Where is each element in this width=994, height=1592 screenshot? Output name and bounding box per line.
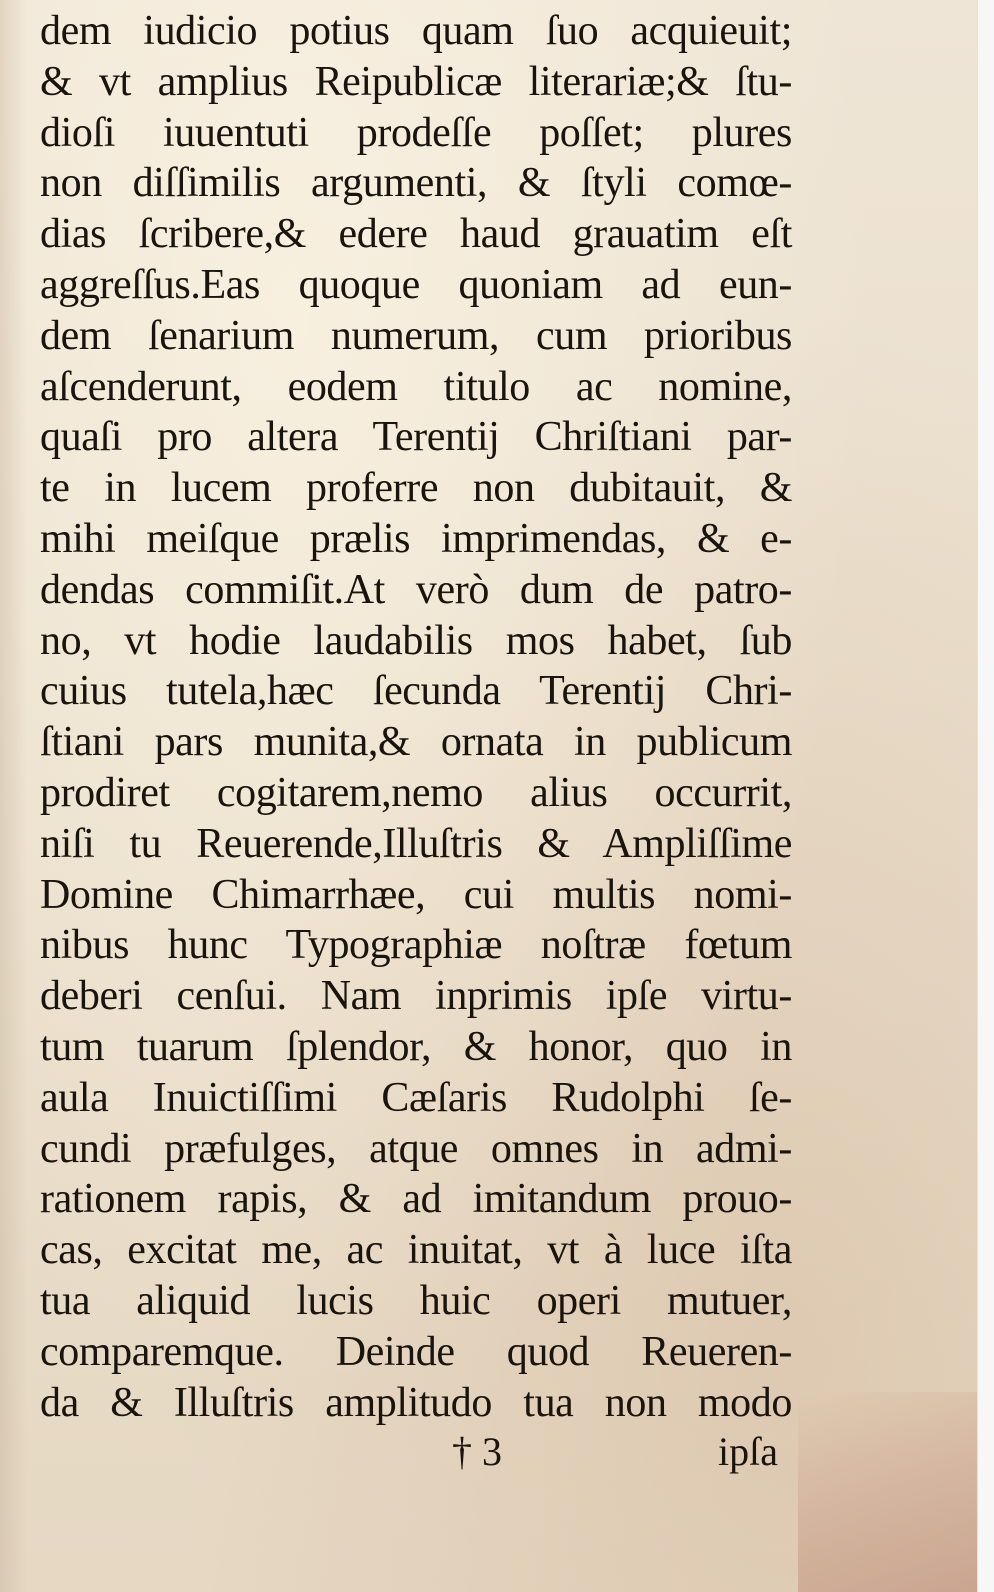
page-gutter-shadow: [0, 0, 28, 1592]
text-line: comparemque. Deinde quod Reueren-: [40, 1328, 792, 1375]
text-line: non diſſimilis argumenti, & ſtyli comœ-: [40, 160, 792, 207]
text-line: da & Illuſtris amplitudo tua non modo: [40, 1379, 792, 1426]
text-line: mihi meiſque prælis imprimendas, & e-: [40, 515, 792, 562]
text-line: Domine Chimarrhæe, cui multis nomi-: [40, 871, 792, 918]
text-line: cas, excitat me, ac inuitat, vt à luce iſta: [40, 1227, 792, 1274]
text-line: dem ſenarium numerum, cum prioribus: [40, 312, 792, 359]
catchword: ipſa: [718, 1429, 778, 1474]
text-line: tum tuarum ſplendor, & honor, quo in: [40, 1023, 792, 1070]
text-line: dendas commiſit.At verò dum de patro-: [40, 566, 792, 613]
text-line: no, vt hodie laudabilis mos habet, ſub: [40, 617, 792, 664]
signature-mark: † 3: [452, 1429, 502, 1474]
text-line: aſcenderunt, eodem titulo ac nomine,: [40, 363, 792, 410]
page-footer: [40, 1428, 792, 1484]
text-line: cuius tutela,hæc ſecunda Terentij Chri-: [40, 668, 792, 715]
text-line: dias ſcribere,& edere haud grauatim eſt: [40, 211, 792, 258]
text-line: deberi cenſui. Nam inprimis ipſe virtu-: [40, 973, 792, 1020]
text-line: prodiret cogitarem,nemo alius occurrit,: [40, 769, 792, 816]
text-line: nibus hunc Typographiæ noſtræ fœtum: [40, 922, 792, 969]
text-line: quaſi pro altera Terentij Chriſtiani par-: [40, 414, 792, 461]
page-text: [40, 6, 792, 1428]
text-line: ſtiani pars munita,& ornata in publicum: [40, 719, 792, 766]
text-line: tua aliquid lucis huic operi mutuer,: [40, 1277, 792, 1324]
text-line: te in lucem proferre non dubitauit, &: [40, 465, 792, 512]
text-line: niſi tu Reuerende,Illuſtris & Ampliſſime: [40, 820, 792, 867]
text-line: rationem rapis, & ad imitandum prouo-: [40, 1176, 792, 1223]
text-line: dem iudicio potius quam ſuo acquieuit;: [40, 8, 792, 54]
paper-stain: [798, 1392, 978, 1592]
text-line: cundi præfulges, atque omnes in admi-: [40, 1125, 792, 1172]
text-line: & vt amplius Reipublicæ literariæ;& ſtu-: [40, 58, 792, 105]
scrollbar-track[interactable]: [977, 0, 994, 1592]
text-line: dioſi iuuentuti prodeſſe poſſet; plures: [40, 109, 792, 156]
text-line: aula Inuictiſſimi Cæſaris Rudolphi ſe-: [40, 1074, 792, 1121]
text-line: aggreſſus.Eas quoque quoniam ad eun-: [40, 261, 792, 308]
